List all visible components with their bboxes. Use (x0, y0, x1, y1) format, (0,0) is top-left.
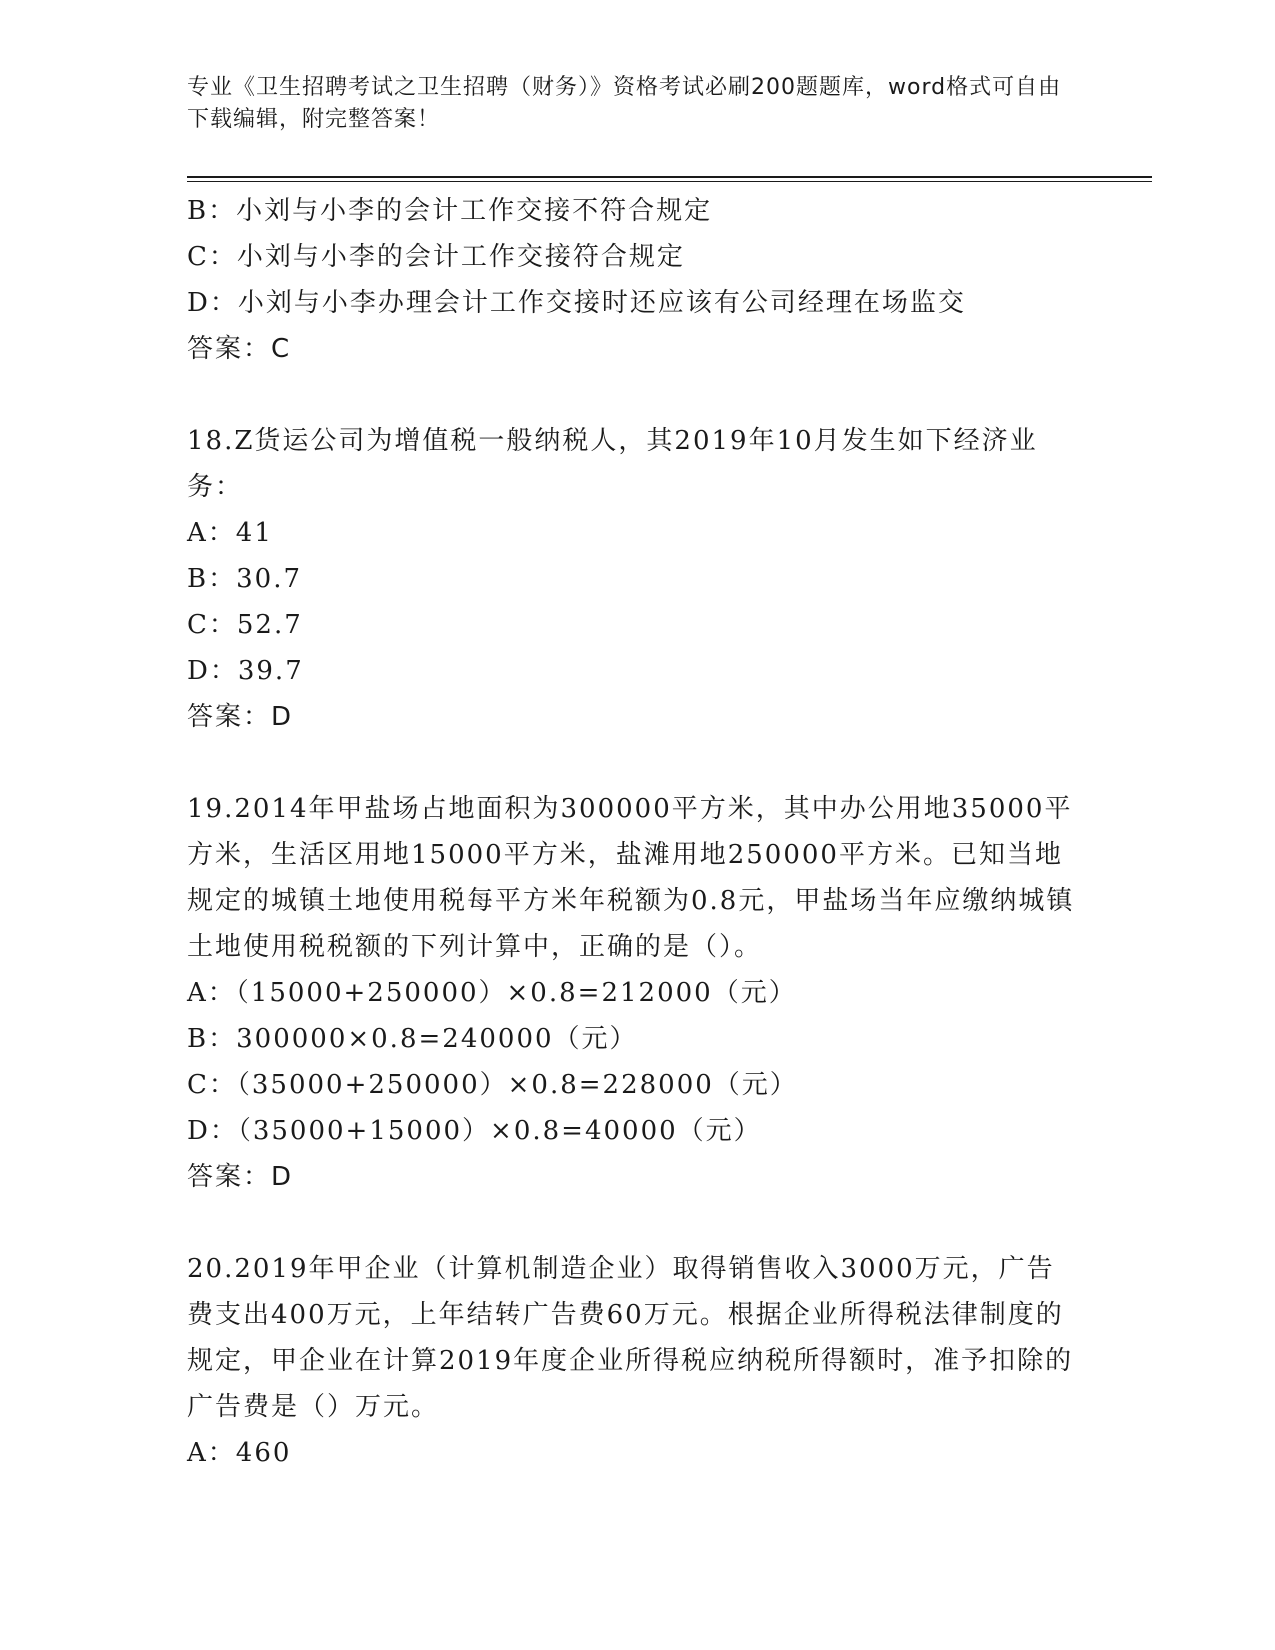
option-c: C：52.7 (187, 610, 303, 640)
option-a: A：（15000+250000）×0.8=212000（元） (187, 978, 797, 1008)
question-block-17 (187, 188, 1077, 372)
answer-line: 答案：D (187, 1162, 294, 1192)
option-a: A：41 (187, 518, 273, 548)
question-block-19 (187, 786, 1077, 1200)
document-header: 专业《卫生招聘考试之卫生招聘（财务）》资格考试必刷200题题库，word格式可自由下载编辑，附完整答案！ (187, 75, 1062, 132)
question-block-20 (187, 1246, 1077, 1476)
question-text: 19.2014年甲盐场占地面积为300000平方米，其中办公用地35000平方米，生活区用地15000平方米，盐滩用地250000平方米。已知当地规定的城镇土地使用税每平方米年税额为0.8元，甲盐场当年应缴纳城镇土地使用税税额的下列计算中，正确的是（）。 (187, 794, 1075, 962)
option-a: A：460 (187, 1438, 292, 1468)
question-block-18 (187, 418, 1077, 740)
question-text: 20.2019年甲企业（计算机制造企业）取得销售收入3000万元，广告费支出400万元，上年结转广告费60万元。根据企业所得税法律制度的规定，甲企业在计算2019年度企业所得税应纳税所得额时，准予扣除的广告费是（）万元。 (187, 1254, 1074, 1422)
answer-line: 答案：C (187, 334, 292, 364)
option-d: D：39.7 (187, 656, 304, 686)
option-d: D：（35000+15000）×0.8=40000（元） (187, 1116, 762, 1146)
option-c: C：小刘与小李的会计工作交接符合规定 (187, 242, 685, 272)
question-text: 18.Z货运公司为增值税一般纳税人，其2019年10月发生如下经济业务： (187, 426, 1038, 502)
option-c: C：（35000+250000）×0.8=228000（元） (187, 1070, 798, 1100)
header-rule-thin (187, 181, 1152, 182)
option-b: B：30.7 (187, 564, 302, 594)
header-rule-thick (187, 176, 1152, 178)
option-b: B：300000×0.8=240000（元） (187, 1024, 638, 1054)
question-list (187, 188, 1077, 1522)
answer-line: 答案：D (187, 702, 294, 732)
option-d: D：小刘与小李办理会计工作交接时还应该有公司经理在场监交 (187, 288, 966, 318)
option-b: B：小刘与小李的会计工作交接不符合规定 (187, 196, 713, 226)
